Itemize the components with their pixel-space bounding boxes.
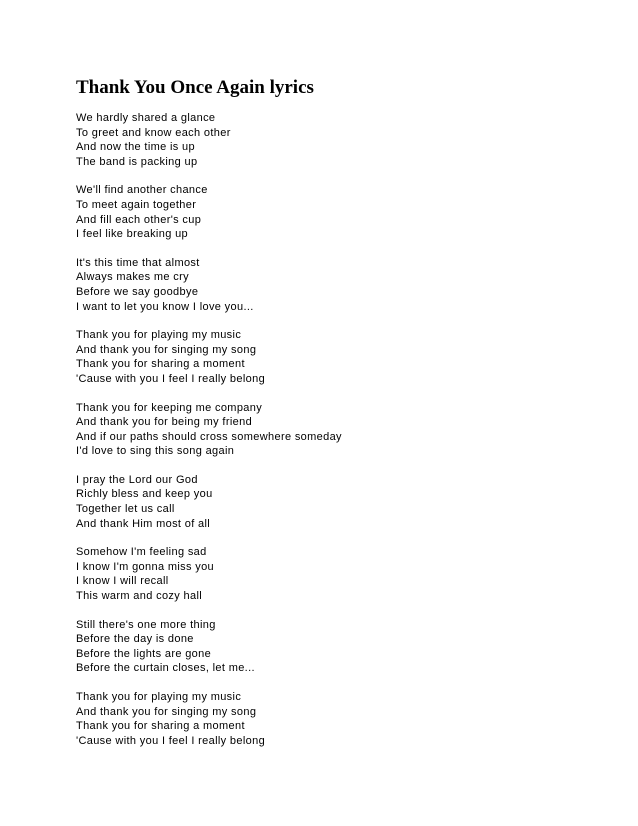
- lyric-line: And now the time is up: [76, 141, 195, 154]
- lyrics-stanza: [76, 111, 616, 169]
- lyric-line: And thank you for singing my song: [76, 705, 257, 718]
- lyric-line: Before we say goodbye: [76, 285, 199, 298]
- lyrics-stanza: [76, 473, 616, 531]
- lyric-line: This warm and cozy hall: [76, 590, 203, 603]
- lyric-line: Still there's one more thing: [76, 618, 216, 631]
- lyric-line: Always makes me cry: [76, 271, 190, 284]
- lyric-line: I pray the Lord our God: [76, 473, 198, 486]
- lyric-line: Thank you for sharing a moment: [76, 358, 245, 371]
- lyrics-stanza: [76, 328, 616, 386]
- lyric-line: Before the lights are gone: [76, 647, 212, 660]
- lyric-line: To meet again together: [76, 198, 197, 211]
- page-title: Thank You Once Again lyrics: [76, 77, 314, 98]
- lyric-line: And thank you for being my friend: [76, 416, 253, 429]
- lyric-line: Richly bless and keep you: [76, 488, 213, 501]
- lyric-line: To greet and know each other: [76, 126, 231, 139]
- lyric-line: I'd love to sing this song again: [76, 445, 235, 458]
- lyrics-stanza: [76, 690, 616, 748]
- lyric-line: And if our paths should cross somewhere someday: [76, 430, 342, 443]
- lyric-line: I know I'm gonna miss you: [76, 560, 215, 573]
- lyric-line: And thank you for singing my song: [76, 343, 257, 356]
- lyric-line: Somehow I'm feeling sad: [76, 546, 207, 559]
- lyric-line: Before the curtain closes, let me...: [76, 662, 255, 675]
- lyric-line: And thank Him most of all: [76, 517, 211, 530]
- lyric-line: Thank you for keeping me company: [76, 401, 263, 414]
- lyric-line: And fill each other's cup: [76, 213, 202, 226]
- lyric-line: 'Cause with you I feel I really belong: [76, 734, 266, 747]
- lyrics-stanza: [76, 183, 616, 241]
- lyrics-body: [76, 111, 616, 762]
- lyrics-stanza: [76, 256, 616, 314]
- lyric-line: Before the day is done: [76, 633, 194, 646]
- lyric-line: Together let us call: [76, 503, 175, 516]
- lyric-line: Thank you for playing my music: [76, 691, 242, 703]
- lyrics-stanza: [76, 618, 616, 676]
- lyric-line: We hardly shared a glance: [76, 112, 216, 124]
- lyric-line: I want to let you know I love you...: [76, 300, 254, 313]
- lyrics-stanza: [76, 401, 616, 459]
- lyric-line: I feel like breaking up: [76, 228, 189, 241]
- lyrics-stanza: [76, 545, 616, 603]
- lyric-line: I know I will recall: [76, 575, 169, 588]
- lyric-line: Thank you for playing my music: [76, 329, 242, 342]
- lyric-line: The band is packing up: [76, 155, 198, 168]
- lyric-line: It's this time that almost: [76, 256, 200, 269]
- lyric-line: 'Cause with you I feel I really belong: [76, 372, 266, 385]
- lyric-line: Thank you for sharing a moment: [76, 720, 245, 733]
- lyric-line: We'll find another chance: [76, 184, 208, 197]
